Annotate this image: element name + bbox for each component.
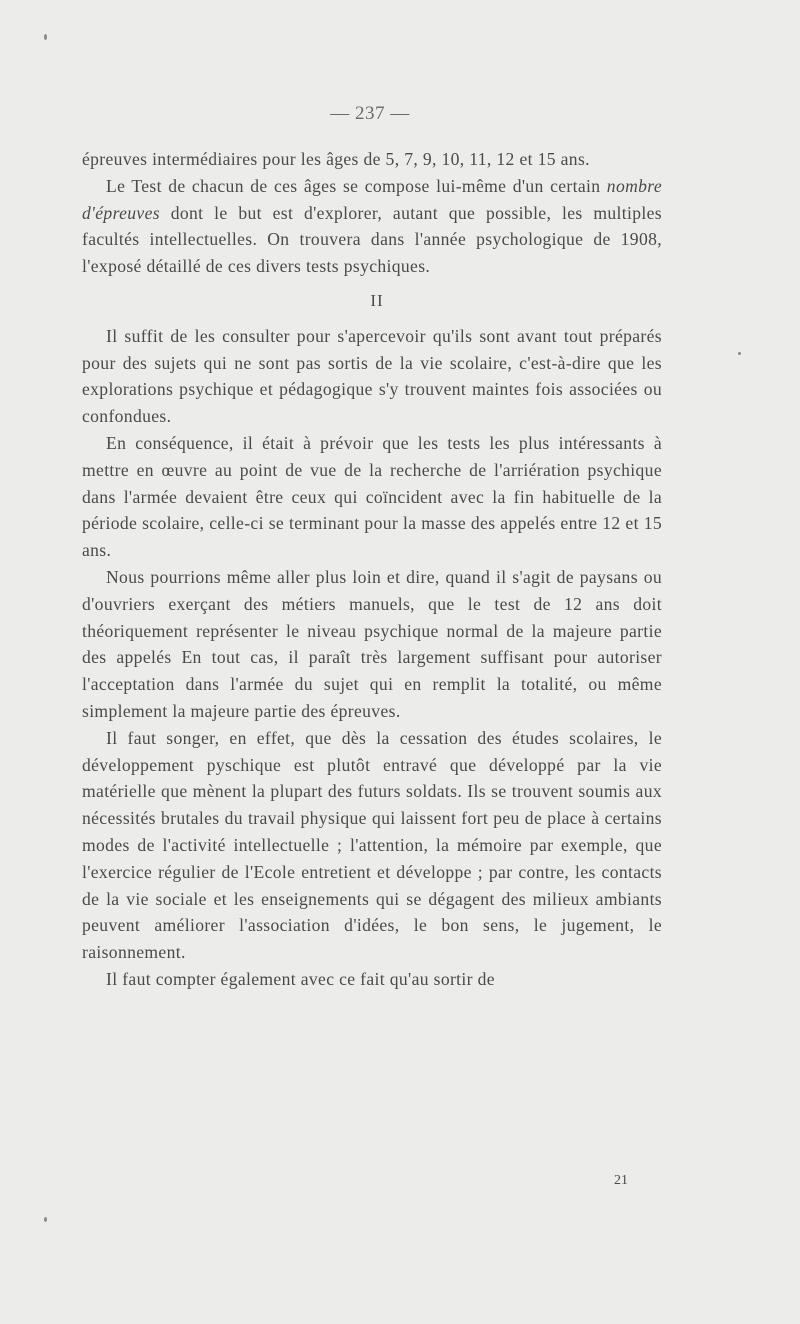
paragraph: Il faut compter également avec ce fait qu'au sortir de [106,968,495,989]
section-heading: II [370,290,384,310]
paragraph: En conséquence, il était à prévoir que les tests les plus intéressants à mettre en œuvre au point de vue de la recherche de l'arriération psychique dans l'armée devaient être ceux qui coïncident avec la fin habituelle de la période scolaire, celle-ci se terminant pour la masse des appelés entre 12 et 15 ans. [82,432,662,561]
paragraph: Il suffit de les consulter pour s'apercevoir qu'ils sont avant tout préparés pour des sujets qui ne sont pas sortis de la vie scolaire, c'est-à-dire que les explorations psychique et pédagogique s'y trouvent maintes fois associées ou confondues. [82,325,662,427]
paragraph: épreuves intermédiaires pour les âges de 5, 7, 9, 10, 11, 12 et 15 ans. [82,149,590,169]
paper-speck [738,352,741,355]
page-number: — 237 — [330,103,410,124]
paragraph-text: dont le but est d'explorer, autant que possible, les multiples facultés intellectuelles. On trouvera dans l'année psychologique de 1908, l'exposé détaillé de ces divers tests psychiques. [82,202,662,277]
paragraph-text: Le Test de chacun de ces âges se compose lui-même d'un certain [106,175,607,196]
paper-speck [44,1217,47,1222]
italic-phrase: nombre d'épreuves [82,175,662,223]
signature-mark: 21 [614,1173,628,1188]
paragraph [82,173,662,280]
body-text [82,146,662,993]
paragraph: Nous pourrions même aller plus loin et dire, quand il s'agit de paysans ou d'ouvriers exerçant des métiers manuels, que le test de 12 ans doit théoriquement représenter le niveau psychique normal de la majeure partie des appelés En tout cas, il paraît très largement suffisant pour autoriser l'acceptation dans l'armée du sujet qui en remplit la totalité, ou même simplement la majeure partie des épreuves. [82,566,662,721]
paragraph: Il faut songer, en effet, que dès la cessation des études scolaires, le développement pyschique est plutôt entravé que développé par la vie matérielle que mènent la plupart des futurs soldats. Ils se trouvent soumis aux nécessités brutales du travail physique qui laissent fort peu de place à certains modes de l'activité intellectuelle ; l'attention, la mémoire par exemple, que l'exercice régulier de l'Ecole entretient et développe ; par contre, les contacts de la vie sociale et les enseignements qui se dégagent des milieux ambiants peuvent améliorer l'association d'idées, le bon sens, le jugement, le raisonnement. [82,727,662,963]
paper-speck [44,34,47,40]
